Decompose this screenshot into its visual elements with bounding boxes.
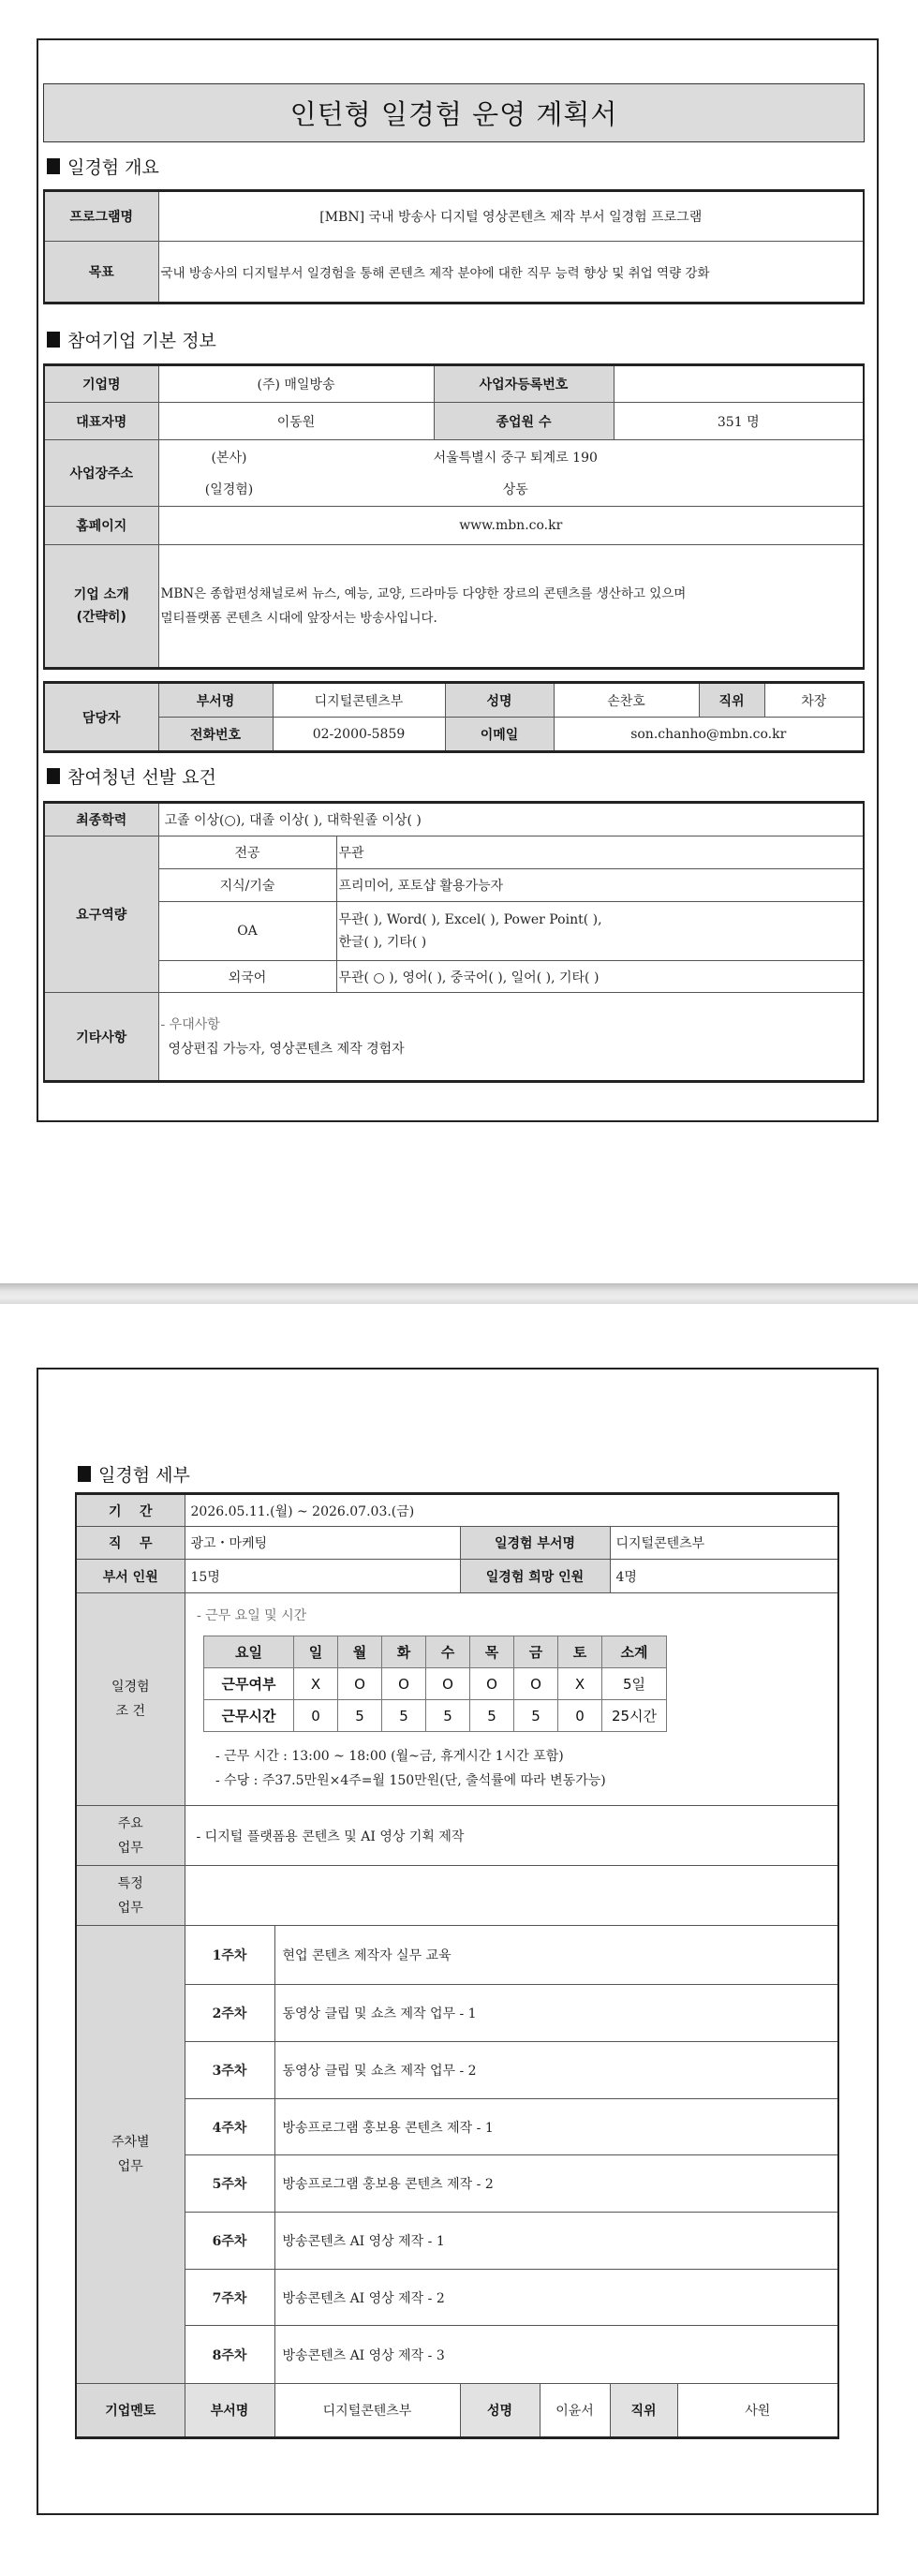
mentor-name-value: 이윤서 [540, 2384, 610, 2438]
schedule-header-cell: 일 [294, 1636, 338, 1668]
requirements-table [43, 801, 865, 1083]
staff-label: 부서 인원 [76, 1560, 185, 1593]
schedule-header-cell: 수 [426, 1636, 470, 1668]
address-hq-key: (본사) [211, 451, 247, 466]
week-task: 동영상 클립 및 쇼츠 제작 업무 - 1 [274, 1985, 838, 2042]
weekly-row [76, 2270, 838, 2326]
company-name-value: (주) 매일방송 [158, 365, 434, 403]
schedule-row-label: 근무여부 [204, 1668, 294, 1700]
employees-label: 종업원 수 [434, 403, 614, 440]
schedule-cell: 25시간 [602, 1700, 667, 1732]
intro-label [44, 545, 158, 669]
section-heading-requirements [47, 763, 216, 788]
company-info-table [43, 363, 865, 670]
goal-value: 국내 방송사의 디지털부서 일경험을 통해 콘텐츠 제작 분야에 대한 직무 능력 향상 및 취업 역량 강화 [158, 242, 864, 303]
section-title: 참여기업 기본 정보 [67, 330, 216, 351]
table-row [44, 365, 864, 403]
table-row [44, 961, 864, 993]
document-title: 인턴형 일경험 운영 계획서 [43, 83, 865, 142]
schedule-cell: 0 [558, 1700, 602, 1732]
table-row [44, 403, 864, 440]
intro-line-2: 멀티플랫폼 콘텐츠 시대에 앞장서는 방송사입니다. [160, 611, 437, 626]
etc-line-2: 영상편집 가능자, 영상콘텐츠 제작 경험자 [168, 1041, 405, 1057]
special-duty-label-line-2: 업무 [117, 1900, 143, 1916]
main-duty-label-line-2: 업무 [117, 1840, 143, 1856]
table-row [76, 1806, 838, 1866]
dept-value: 디지털콘텐츠부 [610, 1527, 838, 1560]
weekly-label-line-2: 업무 [117, 2159, 143, 2174]
weekly-row [76, 1926, 838, 1985]
contact-dept-label: 부서명 [158, 683, 273, 718]
week-number: 7주차 [185, 2270, 274, 2326]
dept-label: 일경험 부서명 [460, 1527, 610, 1560]
week-number: 6주차 [185, 2213, 274, 2270]
intro-label-line-2: (간략히) [76, 610, 126, 625]
etc-line-1: - 우대사항 [160, 1016, 220, 1032]
job-value: 광고・마케팅 [185, 1527, 460, 1560]
period-label: 기 간 [76, 1494, 185, 1527]
schedule-cell: O [470, 1668, 514, 1700]
address-cell [158, 440, 864, 507]
special-duty-label [76, 1866, 185, 1926]
schedule-header-cell: 소계 [602, 1636, 667, 1668]
table-row [76, 1494, 838, 1527]
skills-value: 프리미어, 포토샵 활용가능자 [336, 869, 864, 902]
contact-email-label: 이메일 [445, 718, 554, 752]
ceo-value: 이동원 [158, 403, 434, 440]
schedule-header-cell: 토 [558, 1636, 602, 1668]
schedule-cell: 5 [426, 1700, 470, 1732]
schedule-header-cell: 화 [382, 1636, 426, 1668]
weekly-label [76, 1926, 185, 2384]
table-row [44, 718, 864, 752]
job-label: 직 무 [76, 1527, 185, 1560]
schedule-cell: O [382, 1668, 426, 1700]
staff-value: 15명 [185, 1560, 460, 1593]
table-row [44, 507, 864, 545]
work-schedule-table [203, 1636, 667, 1732]
weekly-row [76, 2099, 838, 2155]
schedule-cell: O [338, 1668, 382, 1700]
homepage-link[interactable]: www.mbn.co.kr [158, 507, 864, 545]
schedule-cell: 0 [294, 1700, 338, 1732]
schedule-cell: X [558, 1668, 602, 1700]
hire-count-label: 일경험 희망 인원 [460, 1560, 610, 1593]
oa-value-line-1: 무관( ), Word( ), Excel( ), Power Point( ), [338, 912, 602, 927]
education-value: 고졸 이상(○), 대졸 이상( ), 대학원졸 이상( ) [158, 803, 864, 836]
page-divider [0, 1283, 918, 1304]
week-number: 5주차 [185, 2155, 274, 2213]
weekly-label-line-1: 주차별 [111, 2135, 150, 2150]
week-task: 방송콘텐츠 AI 영상 제작 - 1 [274, 2213, 838, 2270]
week-number: 1주차 [185, 1926, 274, 1985]
schedule-header-cell: 목 [470, 1636, 514, 1668]
weekly-row [76, 2155, 838, 2213]
contact-name-value: 손찬호 [554, 683, 699, 718]
skills-label: 지식/기술 [158, 869, 336, 902]
etc-label: 기타사항 [44, 993, 158, 1082]
week-task: 방송콘텐츠 AI 영상 제작 - 2 [274, 2270, 838, 2326]
week-task: 방송프로그램 홍보용 콘텐츠 제작 - 2 [274, 2155, 838, 2213]
section-heading-details [78, 1461, 190, 1486]
schedule-header-row [204, 1636, 667, 1668]
table-row [76, 1866, 838, 1926]
schedule-row-hours [204, 1700, 667, 1732]
square-bullet-icon [47, 768, 60, 784]
mentor-name-label: 성명 [460, 2384, 540, 2438]
table-row [44, 545, 864, 669]
mentor-position-label: 직위 [610, 2384, 677, 2438]
square-bullet-icon [47, 332, 60, 348]
contact-phone-value: 02-2000-5859 [273, 718, 445, 752]
main-duty-value: - 디지털 플랫폼용 콘텐츠 및 AI 영상 기획 제작 [185, 1806, 838, 1866]
conditions-label [76, 1593, 185, 1806]
weekly-row [76, 1985, 838, 2042]
schedule-row-label: 근무시간 [204, 1700, 294, 1732]
schedule-header-cell: 요일 [204, 1636, 294, 1668]
mentor-dept-label: 부서명 [185, 2384, 274, 2438]
major-label: 전공 [158, 836, 336, 869]
period-value: 2026.05.11.(월) ~ 2026.07.03.(금) [185, 1494, 838, 1527]
schedule-cell: X [294, 1668, 338, 1700]
conditions-label-line-1: 일경험 [111, 1680, 150, 1695]
main-duty-label [76, 1806, 185, 1866]
address-label: 사업장주소 [44, 440, 158, 507]
company-name-label: 기업명 [44, 365, 158, 403]
table-row [44, 242, 864, 303]
intro-label-line-1: 기업 소개 [73, 587, 129, 602]
allowance-note: - 수당 : 주37.5만원×4주=월 150만원(단, 출석률에 따라 변동가능) [215, 1773, 606, 1788]
table-row [76, 1560, 838, 1593]
schedule-title: - 근무 요일 및 시간 [197, 1608, 307, 1623]
mentor-dept-value: 디지털콘텐츠부 [274, 2384, 460, 2438]
weekly-row [76, 2042, 838, 2099]
table-row [44, 836, 864, 869]
education-label: 최종학력 [44, 803, 158, 836]
oa-value [336, 902, 864, 961]
employees-value: 351 명 [614, 403, 864, 440]
language-label: 외국어 [158, 961, 336, 993]
schedule-header-cell: 금 [514, 1636, 558, 1668]
weekly-row [76, 2213, 838, 2270]
contact-table [43, 681, 865, 753]
language-value: 무관( ○ ), 영어( ), 중국어( ), 일어( ), 기타( ) [336, 961, 864, 993]
section-title: 일경험 개요 [67, 156, 159, 178]
ceo-label: 대표자명 [44, 403, 158, 440]
weekly-row [76, 2326, 838, 2384]
homepage-label: 홈페이지 [44, 507, 158, 545]
mentor-position-value: 사원 [677, 2384, 838, 2438]
competency-label: 요구역량 [44, 836, 158, 993]
oa-value-line-2: 한글( ), 기타( ) [338, 935, 427, 950]
goal-label: 목표 [44, 242, 158, 303]
week-task: 방송프로그램 홍보용 콘텐츠 제작 - 1 [274, 2099, 838, 2155]
etc-value [158, 993, 864, 1082]
schedule-cell: 5 [470, 1700, 514, 1732]
table-row [44, 902, 864, 961]
contact-position-label: 직위 [699, 683, 764, 718]
address-site-key: (일경험) [204, 482, 254, 497]
biz-reg-no-label: 사업자등록번호 [434, 365, 614, 403]
table-row [44, 803, 864, 836]
work-hours-note: - 근무 시간 : 13:00 ~ 18:00 (월~금, 휴게시간 1시간 포함) [215, 1749, 564, 1764]
week-number: 8주차 [185, 2326, 274, 2384]
program-name-label: 프로그램명 [44, 191, 158, 242]
schedule-cell: O [514, 1668, 558, 1700]
intro-value [158, 545, 864, 669]
schedule-cell: 5 [382, 1700, 426, 1732]
table-row [44, 993, 864, 1082]
hire-count-value: 4명 [610, 1560, 838, 1593]
section-title: 일경험 세부 [98, 1464, 190, 1486]
section-heading-overview [47, 154, 159, 178]
address-site-value: 상동 [502, 482, 528, 497]
schedule-cell: 5 [338, 1700, 382, 1732]
table-row [44, 683, 864, 718]
special-duty-label-line-1: 특정 [117, 1875, 143, 1891]
week-task: 동영상 클립 및 쇼츠 제작 업무 - 2 [274, 2042, 838, 2099]
schedule-cell: 5일 [602, 1668, 667, 1700]
address-hq-value: 서울특별시 중구 퇴계로 190 [433, 451, 598, 466]
square-bullet-icon [47, 158, 60, 174]
schedule-cell: O [426, 1668, 470, 1700]
mentor-label: 기업멘토 [76, 2384, 185, 2438]
schedule-row-workday [204, 1668, 667, 1700]
week-number: 3주차 [185, 2042, 274, 2099]
major-value: 무관 [336, 836, 864, 869]
table-row [44, 191, 864, 242]
table-row [76, 1527, 838, 1560]
contact-name-label: 성명 [445, 683, 554, 718]
table-row [44, 440, 864, 507]
overview-table [43, 189, 865, 304]
main-duty-label-line-1: 주요 [117, 1815, 143, 1831]
oa-label: OA [158, 902, 336, 961]
biz-reg-no-value [614, 365, 864, 403]
schedule-header-cell: 월 [338, 1636, 382, 1668]
section-title: 참여청년 선발 요건 [67, 766, 216, 788]
contact-position-value: 차장 [764, 683, 864, 718]
week-task: 현업 콘텐츠 제작자 실무 교육 [274, 1926, 838, 1985]
mentor-row [76, 2384, 838, 2438]
schedule-cell: 5 [514, 1700, 558, 1732]
details-table [75, 1492, 839, 2439]
program-name-value: [MBN] 국내 방송사 디지털 영상콘텐츠 제작 부서 일경험 프로그램 [158, 191, 864, 242]
week-number: 4주차 [185, 2099, 274, 2155]
conditions-label-line-2: 조 건 [115, 1704, 145, 1719]
contact-label: 담당자 [44, 683, 158, 752]
contact-dept-value: 디지털콘텐츠부 [273, 683, 445, 718]
special-duty-value [185, 1866, 838, 1926]
intro-line-1: MBN은 종합편성채널로써 뉴스, 예능, 교양, 드라마등 다양한 장르의 콘텐츠를 생산하고 있으며 [160, 586, 687, 601]
week-number: 2주차 [185, 1985, 274, 2042]
contact-email-link[interactable]: son.chanho@mbn.co.kr [554, 718, 864, 752]
section-heading-company [47, 327, 216, 351]
week-task: 방송콘텐츠 AI 영상 제작 - 3 [274, 2326, 838, 2384]
table-row [44, 869, 864, 902]
contact-phone-label: 전화번호 [158, 718, 273, 752]
square-bullet-icon [78, 1466, 91, 1482]
